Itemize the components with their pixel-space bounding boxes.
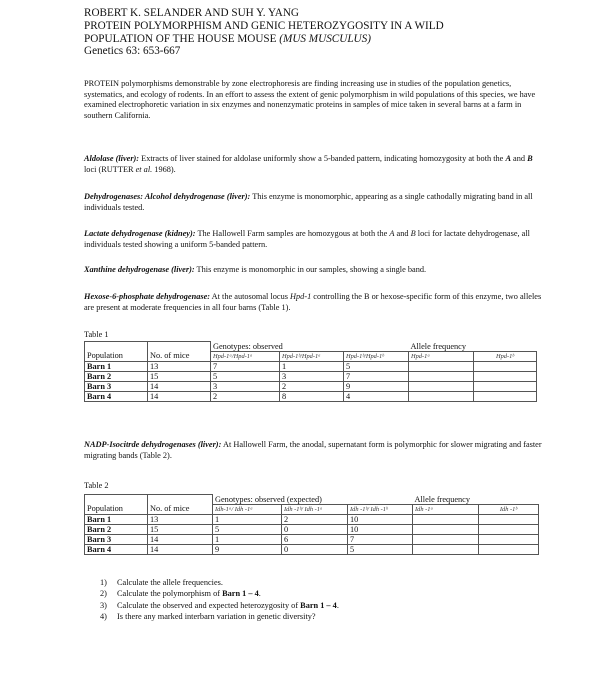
- table1-genotype-header: Hpd-1ᵇ/Hpd-1ᵃ: [280, 351, 344, 361]
- table-row: Barn 4 14 2 8 4: [85, 391, 537, 401]
- question-item: 1) Calculate the allele frequencies.: [100, 578, 223, 587]
- table2-genotypes-header: Genotypes: observed (expected): [215, 494, 322, 504]
- table-row: Barn 2 15 5 0 10: [85, 524, 539, 534]
- table2-col-no: No. of mice: [148, 504, 213, 514]
- paper-title-line1: PROTEIN POLYMORPHISM AND GENIC HETEROZYGOSITY IN A WILD: [84, 19, 444, 32]
- question-item: 3) Calculate the observed and expected heterozygosity of Barn 1 – 4.: [100, 600, 339, 610]
- table2-caption: Table 2: [84, 481, 109, 490]
- table1-genotypes-header: Genotypes: observed: [213, 341, 283, 351]
- table1-col-population: Population: [85, 351, 148, 361]
- aldolase-paragraph: Aldolase (liver): Extracts of liver stained for aldolase uniformly show a 5-banded pattern, indicating homozygosity at both the A and B loci (RUTTER et al. 1968).: [84, 154, 533, 174]
- table-row: Barn 3 14 3 2 9: [85, 381, 537, 391]
- table2-allele-col: Idh -1ᵃ: [413, 504, 479, 514]
- table2-allele-header: Allele frequency: [414, 494, 471, 504]
- xanthine-paragraph: Xanthine dehydrogenase (liver): This enzyme is monomorphic in our samples, showing a single band.: [84, 265, 427, 274]
- table2: [84, 494, 539, 555]
- table1-allele-col: Hpd-1ᵃ: [409, 351, 474, 361]
- table2-genotype-header: Idh -1ᵇ/ Idh -1ᵃ: [282, 504, 348, 514]
- question-item: 2) Calculate the polymorphism of Barn 1 – 4.: [100, 589, 261, 599]
- table1-genotype-header: Hpd-1ᵇ/Hpd-1ᵇ: [344, 351, 409, 361]
- table1-allele-header: Allele frequency: [410, 341, 467, 351]
- table1-caption: Table 1: [84, 330, 109, 339]
- table2-genotype-header: Idh-1ᵃ/ Idh -1ᵃ: [213, 504, 282, 514]
- hexose-paragraph: Hexose-6-phosphate dehydrogenase: At the autosomal locus Hpd-1 controlling the B or hexose-specific form of this enzyme, two alleles are present at moderate frequencies in all four barns (Table 1).: [84, 292, 542, 312]
- dehydrogenases-paragraph: Dehydrogenases: Alcohol dehydrogenase (liver): This enzyme is monomorphic, appearing as a single cathodally migrating band in all individuals tested.: [84, 192, 533, 212]
- lactate-paragraph: Lactate dehydrogenase (kidney): The Hallowell Farm samples are homozygous at both the A and B loci for lactate dehydrogenase, all individuals tested showing a uniform 5-banded pattern.: [84, 229, 530, 249]
- table-row: Barn 1 13 1 2 10: [85, 514, 539, 524]
- intro-paragraph: PROTEIN polymorphisms demonstrable by zone electrophoresis are finding increasing use in studies of the population genetics, systematics, and ecology of rodents. In an effort to assess the extent of genic polymorphism in wild populations of this species, we have examined electrophoretic variation in six enzymes and nonenzymatic proteins in samples of mice taken in several barns at a farm in southern California.: [84, 79, 536, 120]
- table-row: Barn 1 13 7 1 5: [85, 361, 537, 371]
- questions-list: [100, 577, 560, 623]
- header: [84, 7, 584, 58]
- question-item: 4) Is there any marked interbarn variation in genetic diversity?: [100, 612, 316, 622]
- table2-genotype-header: Idh -1ᵇ/ Idh -1ᵇ: [348, 504, 413, 514]
- paper-title-line2: POPULATION OF THE HOUSE MOUSE (MUS MUSCULUS): [84, 32, 371, 45]
- table2-allele-col: Idh -1ᵇ: [479, 504, 539, 514]
- table1: [84, 341, 537, 402]
- table2-col-population: Population: [85, 504, 148, 514]
- table1-genotype-header: Hpd-1ᵃ/Hpd-1ᵃ: [211, 351, 280, 361]
- table-row: Barn 2 15 5 3 7: [85, 371, 537, 381]
- authors: ROBERT K. SELANDER AND SUH Y. YANG: [84, 7, 300, 19]
- nadp-paragraph: NADP-Isocitrde dehydrogenases (liver): At Hallowell Farm, the anodal, supernatant form is polymorphic for slower migrating and faster migrating bands (Table 2).: [84, 440, 542, 460]
- citation: Genetics 63: 653-667: [84, 45, 181, 58]
- table-row: Barn 4 14 9 0 5: [85, 544, 539, 554]
- table-row: Barn 3 14 1 6 7: [85, 534, 539, 544]
- table1-allele-col: Hpd-1ᵇ: [474, 351, 537, 361]
- table1-col-no: No. of mice: [148, 351, 211, 361]
